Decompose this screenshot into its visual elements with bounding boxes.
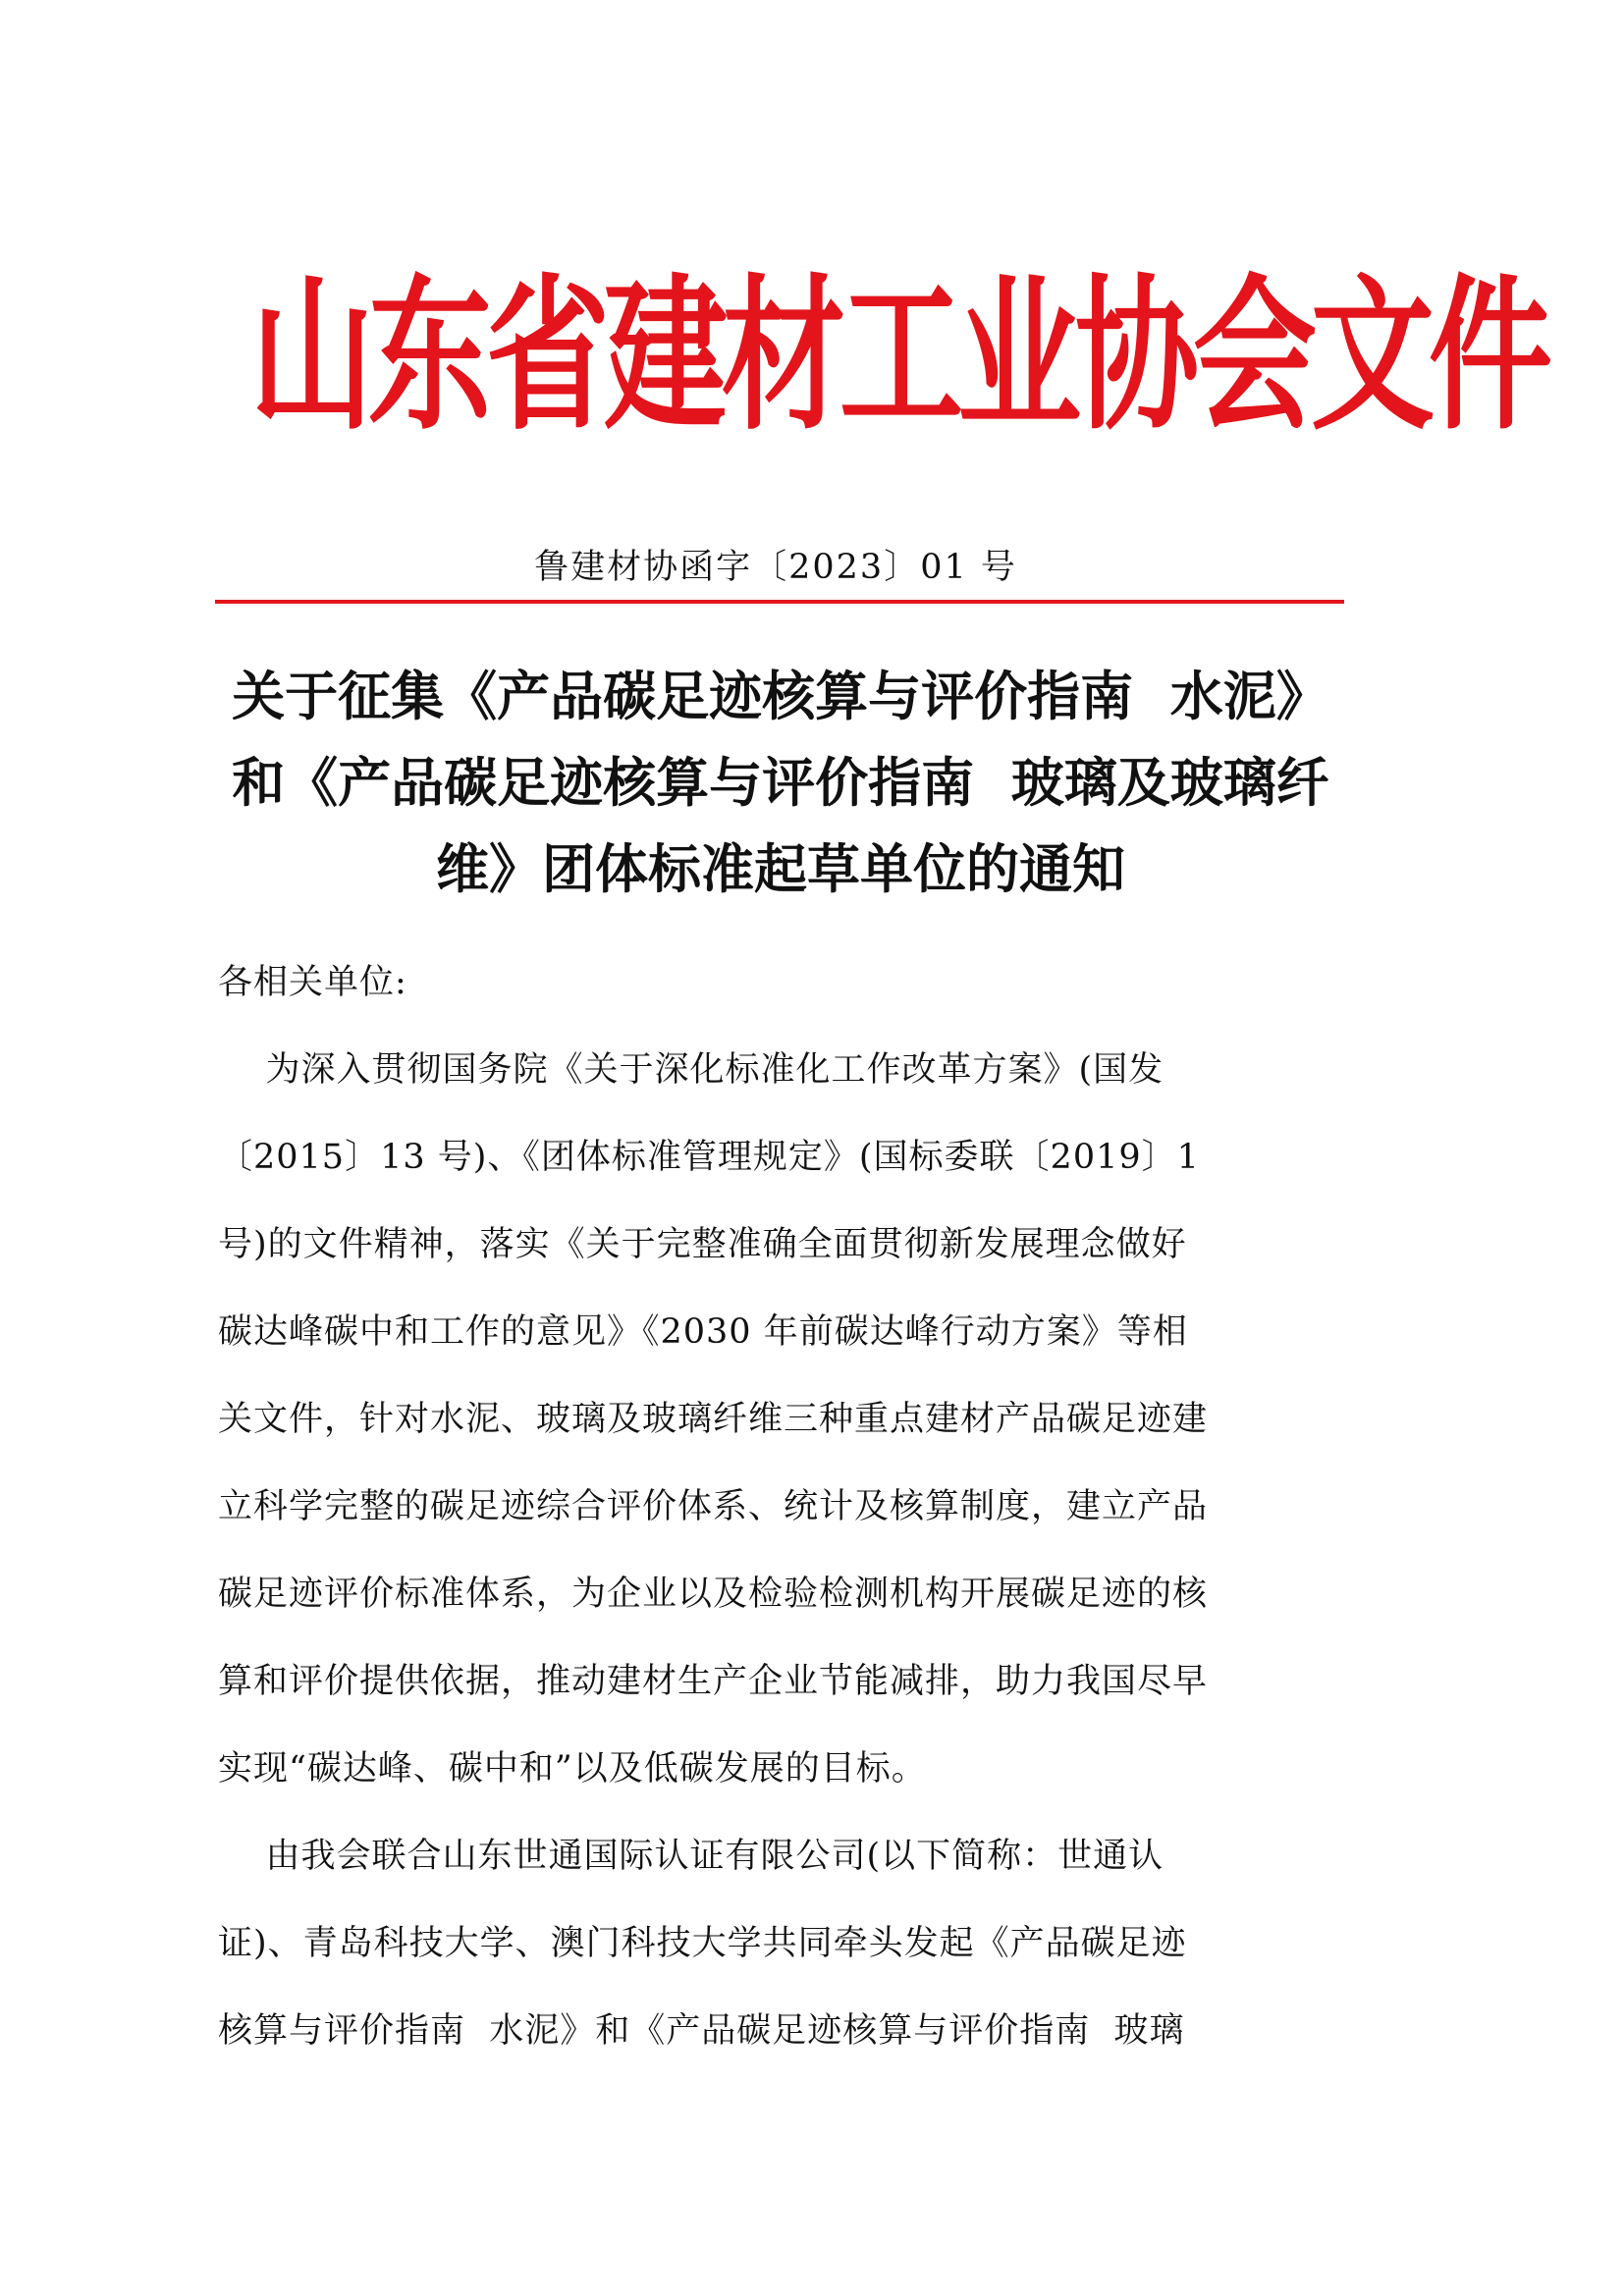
- body-line: 号)的文件精神，落实《关于完整准确全面贯彻新发展理念做好: [218, 1225, 1187, 1264]
- organization-header: 山东省建材工业协会文件: [250, 259, 1546, 453]
- notice-title-line: 维》团体标准起草单位的通知: [436, 837, 1125, 900]
- body-line: 立科学完整的碳足迹综合评价体系、统计及核算制度，建立产品: [218, 1487, 1209, 1526]
- salutation: 各相关单位:: [218, 963, 407, 1002]
- body-line: 证)、青岛科技大学、澳门科技大学共同牵头发起《产品碳足迹: [218, 1924, 1187, 1963]
- notice-title: [216, 653, 1345, 912]
- red-divider: [215, 600, 1344, 604]
- body-line: 碳达峰碳中和工作的意见》《2030 年前碳达峰行动方案》等相: [218, 1312, 1188, 1352]
- body-line: 为深入贯彻国务院《关于深化标准化工作改革方案》(国发: [218, 1050, 1164, 1090]
- document-number: 鲁建材协函字〔2023〕01 号: [534, 548, 1017, 587]
- notice-title-line: 和《产品碳足迹核算与评价指南 玻璃及玻璃纤: [232, 751, 1329, 814]
- body-line: 关文件，针对水泥、玻璃及玻璃纤维三种重点建材产品碳足迹建: [218, 1400, 1209, 1439]
- body-line: 〔2015〕13 号)、《团体标准管理规定》(国标委联〔2019〕1: [218, 1138, 1200, 1177]
- body-text: [218, 948, 1347, 2084]
- body-line: 核算与评价指南 水泥》和《产品碳足迹核算与评价指南 玻璃: [218, 2011, 1185, 2051]
- body-line: 实现“碳达峰、碳中和”以及低碳发展的目标。: [218, 1749, 927, 1789]
- body-line: 算和评价提供依据，推动建材生产企业节能减排，助力我国尽早: [218, 1662, 1209, 1701]
- body-line: 由我会联合山东世通国际认证有限公司(以下简称：世通认: [218, 1837, 1164, 1876]
- notice-title-line: 关于征集《产品碳足迹核算与评价指南 水泥》: [232, 665, 1329, 727]
- body-line: 碳足迹评价标准体系，为企业以及检验检测机构开展碳足迹的核: [218, 1575, 1209, 1614]
